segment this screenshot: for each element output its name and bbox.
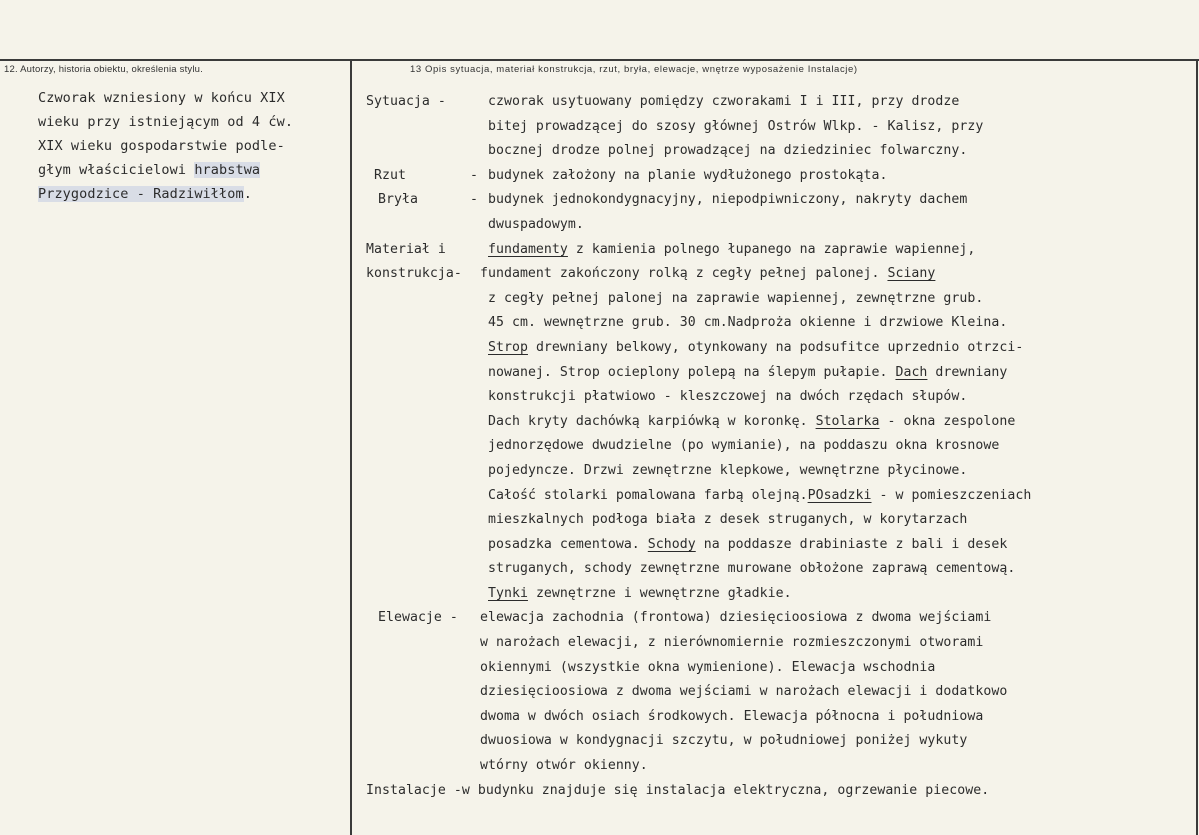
line-text-part: Całość stolarki pomalowana farbą olejną. (488, 487, 808, 503)
line-text: dziesięcioosiowa z dwoma wejściami w narożach elewacji i dodatkowo (480, 684, 1008, 700)
text-line (366, 361, 1194, 386)
text-line (366, 779, 1194, 804)
text-line (366, 385, 1194, 410)
line-text: z cegły pełnej palonej na zaprawie wapiennej, zewnętrzne grub. (488, 290, 984, 306)
line-text: okiennymi (wszystkie okna wymienione). Elewacja wschodnia (480, 659, 936, 675)
line-text (488, 484, 1031, 509)
line-text: mieszkalnych podłoga biała z desek struganych, w korytarzach (488, 512, 968, 528)
line-text: bitej prowadzącej do szosy głównej Ostrów Wlkp. - Kalisz, przy (488, 118, 984, 134)
column-divider (350, 59, 352, 835)
text-line (366, 336, 1194, 361)
history-line (38, 158, 348, 182)
description-text (366, 90, 1194, 803)
line-text: elewacja zachodnia (frontowa) dziesięcioosiowa z dwoma wejściami (480, 610, 992, 626)
label-material: Materiał i (366, 241, 446, 257)
line-text: pojedyncze. Drzwi zewnętrzne klepkowe, wewnętrzne płycinowe. (488, 462, 968, 478)
dash: - (470, 167, 478, 183)
text-line (366, 459, 1194, 484)
right-rule (1196, 59, 1198, 835)
line-text-part: - okna zespolone (879, 413, 1016, 429)
history-line: XIX wieku gospodarstwie podle- (38, 138, 285, 154)
term-tynki: Tynki (488, 585, 528, 601)
history-text-part: . (243, 186, 252, 202)
term-fundamenty: fundamenty (488, 241, 568, 257)
text-line (366, 115, 1194, 140)
dash: - (470, 192, 478, 208)
line-text: w narożach elewacji, z nierównomiernie rozmieszczonymi otworami (480, 635, 984, 651)
text-line (366, 311, 1194, 336)
history-text (38, 86, 348, 206)
label-sytuacja: Sytuacja - (366, 94, 446, 109)
line-text-part: Dach kryty dachówką karpiówką w koronkę. (488, 413, 816, 429)
line-text (488, 533, 1007, 558)
line-text (488, 582, 792, 607)
text-line (366, 262, 1194, 287)
history-line: Czworak wzniesiony w końcu XIX (38, 90, 285, 106)
line-text-part: z kamienia polnego łupanego na zaprawie wapiennej, (567, 241, 976, 257)
line-text-part: na poddasze drabiniaste z bali i desek (695, 536, 1008, 552)
history-text-part: głym właścicielowi (38, 162, 195, 178)
term-schody: Schody (647, 536, 696, 552)
text-line (366, 533, 1194, 558)
line-text-part: nowanej. Strop ocieplony polepą na ślepym pułapie. (488, 364, 896, 380)
line-text-part: zewnętrzne i wewnętrzne gładkie. (527, 585, 792, 601)
line-text: dwuspadowym. (488, 216, 584, 232)
highlighted-text: Przygodzice - Radziwiłłom (38, 186, 244, 202)
text-line (366, 139, 1194, 164)
term-posadzki: POsadzki (807, 487, 872, 503)
label-bryla: Bryła (378, 192, 418, 208)
line-text (488, 410, 1015, 435)
term-stolarka: Stolarka (815, 413, 880, 429)
line-text: jednorzędowe dwudzielne (po wymianie), na poddaszu okna krosnowe (488, 438, 1000, 454)
line-text: struganych, schody zewnętrzne murowane obłożone zaprawą cementową. (488, 561, 1016, 577)
section-13-header: 13 Opis sytuacja, materiał konstrukcja, rzut, bryła, elewacje, wnętrze wyposażenie Instalacje) (410, 64, 858, 75)
text-line (366, 705, 1194, 730)
history-line: wieku przy istniejącym od 4 ćw. (38, 114, 294, 130)
text-line (366, 484, 1194, 509)
line-text: konstrukcji płatwiowo - kleszczowej na dwóch rzędach słupów. (488, 389, 968, 405)
top-rule (0, 59, 1199, 61)
line-text: wtórny otwór okienny. (480, 758, 648, 774)
term-sciany: Sciany (887, 266, 936, 282)
label-rzut: Rzut (374, 167, 406, 183)
text-line (366, 164, 1194, 189)
line-text-part: fundament zakończony rolką z cegły pełnej palonej. (480, 266, 888, 282)
line-text: dwoma w dwóch osiach środkowych. Elewacja północna i południowa (480, 708, 984, 724)
line-text: bocznej drodze polnej prowadzącej na dziedziniec folwarczny. (488, 143, 968, 159)
text-line (366, 410, 1194, 435)
line-text: czworak usytuowany pomiędzy czworakami I i III, przy drodze (488, 94, 960, 109)
line-text-part: drewniany belkowy, otynkowany na podsufitce uprzednio otrzci- (527, 339, 1024, 355)
line-text-part: drewniany (927, 364, 1008, 380)
line-text (480, 262, 935, 287)
line-text: 45 cm. wewnętrzne grub. 30 cm.Nadproża okienne i drzwiowe Kleina. (488, 315, 1008, 331)
line-text (488, 336, 1023, 361)
text-line (366, 188, 1194, 213)
line-text (488, 361, 1007, 386)
text-line (366, 729, 1194, 754)
history-line (38, 182, 348, 206)
term-dach: Dach (895, 364, 928, 380)
text-line (366, 631, 1194, 656)
text-line (366, 213, 1194, 238)
label-elewacje: Elewacje - (378, 610, 458, 626)
text-line (366, 287, 1194, 312)
text-line (366, 754, 1194, 779)
text-line (366, 434, 1194, 459)
term-strop: Strop (488, 339, 528, 355)
section-12-header: 12. Autorzy, historia obiektu, określenia stylu. (4, 64, 203, 75)
text-line (366, 582, 1194, 607)
text-line (366, 508, 1194, 533)
line-text-part: posadzka cementowa. (488, 536, 648, 552)
text-line (366, 557, 1194, 582)
text-line (366, 238, 1194, 263)
installations-text: Instalacje -w budynku znajduje się instalacja elektryczna, ogrzewanie piecowe. (366, 782, 990, 798)
line-text (488, 238, 975, 263)
label-konstrukcja: konstrukcja- (366, 266, 462, 282)
text-line (366, 606, 1194, 631)
line-text-part: - w pomieszczeniach (871, 487, 1032, 503)
text-line (366, 680, 1194, 705)
text-line (366, 90, 1194, 115)
text-line (366, 656, 1194, 681)
line-text: dwuosiowa w kondygnacji szczytu, w południowej poniżej wykuty (480, 733, 968, 749)
highlighted-text: hrabstwa (194, 162, 261, 178)
line-text: budynek jednokondygnacyjny, niepodpiwniczony, nakryty dachem (488, 192, 968, 208)
line-text: budynek założony na planie wydłużonego prostokąta. (488, 167, 888, 183)
